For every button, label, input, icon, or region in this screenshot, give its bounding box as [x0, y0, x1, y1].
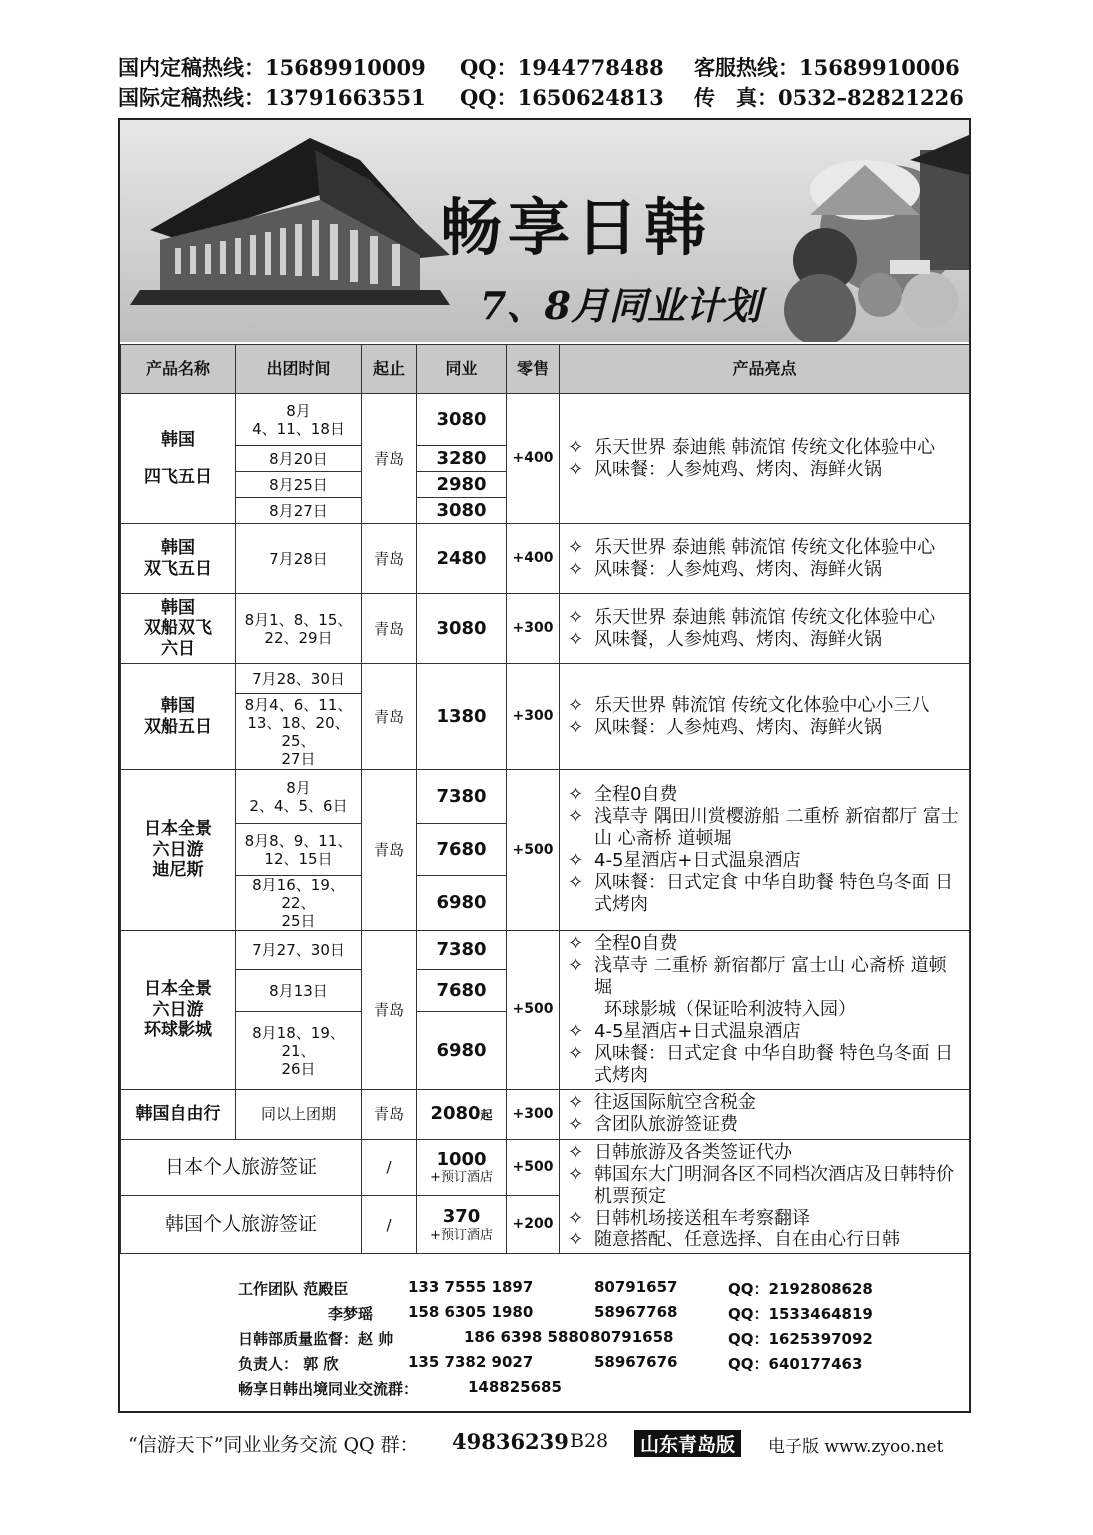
trade-price: 1380: [417, 664, 507, 770]
bullet-icon: ✧: [568, 1020, 584, 1042]
highlight-line: 浅草寺 二重桥 新宿都厅 富士山 心斋桥 道顿堀: [594, 954, 947, 998]
retail-price: +500: [507, 1139, 560, 1195]
highlight-line: 乐天世界 韩流馆 传统文化体验中心小三八: [594, 694, 930, 716]
website-link[interactable]: 电子版 www.zyoo.net: [768, 1437, 944, 1457]
date-line: 25日: [281, 912, 316, 930]
bullet-icon: ✧: [568, 850, 584, 871]
bullet-icon: ✧: [568, 606, 584, 628]
date-line: 8月1、8、15、: [244, 610, 353, 629]
trade-price: 6980: [417, 1012, 507, 1089]
trade-price: 7680: [417, 969, 507, 1012]
service-hotline: 客服热线：15689910006: [694, 55, 960, 80]
price-note: +预订酒店: [430, 1227, 493, 1243]
date-line: 8月16、19、22、: [252, 876, 345, 912]
table-row: [121, 931, 970, 970]
trade-price: 3280: [417, 446, 507, 472]
product-name-line: 韩国: [161, 597, 195, 618]
trade-price: 7380: [417, 770, 507, 824]
price-suffix: 起: [480, 1108, 493, 1123]
highlight-line: 韩国东大门明洞各区不同档次酒店及日韩特价机票预定: [594, 1163, 954, 1207]
origin: 青岛: [362, 931, 417, 1090]
highlights: [560, 1139, 970, 1254]
origin: /: [362, 1139, 417, 1195]
contact-label: 负责人： 郭 欣: [238, 1355, 339, 1373]
retail-price: +200: [507, 1196, 560, 1254]
banner: [120, 120, 969, 342]
highlight-line: 风味餐：人参炖鸡、烤肉、海鲜火锅: [594, 716, 882, 738]
date-line: 8月18、19、21、: [252, 1023, 345, 1060]
trade-price: 2980: [417, 472, 507, 498]
bullet-icon: ✧: [568, 558, 584, 580]
highlight-line: 随意搭配、任意选择、自在由心行日韩: [594, 1229, 900, 1251]
departure-date: [236, 1012, 362, 1089]
bullet-icon: ✧: [568, 716, 584, 738]
banner-title: 畅享日韩: [440, 191, 713, 264]
product-name-line: 韩国: [161, 430, 195, 451]
highlight-line: 日韩机场接送租车考察翻译: [594, 1207, 810, 1229]
date-line: 27日: [281, 749, 316, 768]
departure-date: [236, 770, 362, 824]
contact-mobile: 135 7382 9027: [408, 1353, 534, 1371]
contact-qq: QQ：2192808628: [728, 1280, 873, 1298]
origin: 青岛: [362, 1089, 417, 1139]
contact-group-row: [118, 1378, 838, 1403]
bullet-icon: ✧: [568, 1163, 584, 1185]
international-hotline: 国际定稿热线：13791663551: [118, 85, 426, 110]
fax-number: 传 真：0532–82821226: [694, 85, 964, 110]
price-value: 1000: [436, 1148, 487, 1170]
contact-mobile: 133 7555 1897: [408, 1278, 534, 1296]
product-name-line: 环球影城: [144, 1020, 212, 1041]
date-line: 8月8、9、11、: [244, 831, 353, 850]
highlight-line: 全程0自费: [594, 784, 678, 806]
domestic-qq: QQ：1944778488: [460, 55, 664, 80]
date-line: 4、11、18日: [252, 419, 345, 438]
product-name-line: 六日游: [152, 999, 204, 1020]
bullet-icon: ✧: [568, 1114, 584, 1136]
product-name-line: 双船双飞: [144, 618, 212, 639]
bullet-icon: ✧: [568, 871, 584, 893]
highlights: [560, 524, 970, 594]
contact-row: [118, 1353, 863, 1378]
product-name-line: 韩国: [161, 696, 195, 717]
trade-price: 3080: [417, 498, 507, 524]
date-line: 12、15日: [264, 849, 333, 868]
product-name: [121, 524, 236, 594]
highlight-line: 全程0自费: [594, 933, 678, 954]
product-name: [121, 770, 236, 931]
product-name-line: 日本全景: [144, 819, 212, 840]
highlight-line: 风味餐：日式定食 中华自助餐 特色乌冬面 日式烤肉: [594, 871, 954, 915]
product-name: [121, 931, 236, 1090]
domestic-hotline: 国内定稿热线：15689910009: [118, 55, 426, 80]
retail-price: +300: [507, 1089, 560, 1139]
departure-date: 同以上团期: [236, 1089, 362, 1139]
trade-price: 3080: [417, 394, 507, 446]
bullet-icon: ✧: [568, 1042, 584, 1064]
departure-date: [236, 694, 362, 770]
bullet-icon: ✧: [568, 1092, 584, 1114]
edition-badge: 山东青岛版: [634, 1430, 741, 1457]
product-name-line: 双飞五日: [144, 558, 212, 579]
departure-date: 7月28、30日: [236, 664, 362, 694]
highlight-line: 风味餐，人参炖鸡、烤肉、海鲜火锅: [594, 628, 882, 650]
departure-date: 8月27日: [236, 498, 362, 524]
table-row: [121, 524, 970, 594]
product-name: [121, 664, 236, 770]
trade-price: 3080: [417, 594, 507, 664]
departure-date: 8月20日: [236, 446, 362, 472]
highlight-line: 4-5星酒店+日式温泉酒店: [594, 850, 801, 871]
highlight-line: 风味餐：人参炖鸡、烤肉、海鲜火锅: [594, 458, 882, 480]
bullet-icon: ✧: [568, 1229, 584, 1251]
retail-price: +400: [507, 394, 560, 524]
trade-price: 6980: [417, 876, 507, 931]
header-departure-date: 出团时间: [236, 345, 362, 394]
highlight-line: 含团队旅游签证费: [594, 1114, 738, 1136]
price-note: +预订酒店: [430, 1170, 493, 1186]
price-value: 2080: [430, 1103, 481, 1125]
group-label: 畅享日韩出境同业交流群：: [238, 1380, 419, 1398]
table-row: [121, 664, 970, 694]
bullet-icon: ✧: [568, 628, 584, 650]
header-product-name: 产品名称: [121, 345, 236, 394]
table-header-row: [121, 345, 970, 394]
header-retail-price: 零售: [507, 345, 560, 394]
bullet-icon: ✧: [568, 536, 584, 558]
international-qq: QQ：1650624813: [460, 85, 664, 110]
product-name-line: 六日游: [152, 839, 204, 860]
highlights: [560, 1089, 970, 1139]
date-line: 13、18、20、25、: [247, 713, 350, 750]
contact-label: 日韩部质量监督：赵 帅: [238, 1330, 394, 1348]
highlight-line: 乐天世界 泰迪熊 韩流馆 传统文化体验中心: [594, 606, 936, 628]
highlight-line: 4-5星酒店+日式温泉酒店: [594, 1020, 801, 1042]
highlight-line: 风味餐：日式定食 中华自助餐 特色乌冬面 日式烤肉: [594, 1042, 954, 1086]
date-line: 2、4、5、6日: [249, 796, 348, 815]
product-name: [121, 394, 236, 524]
header-origin: 起止: [362, 345, 417, 394]
origin: 青岛: [362, 770, 417, 931]
origin: 青岛: [362, 524, 417, 594]
product-name-line: 日本全景: [144, 979, 212, 1000]
table-row: [121, 1089, 970, 1139]
page-number: B28: [570, 1430, 609, 1452]
product-name-line: 六日: [161, 638, 195, 659]
contact-row: [118, 1328, 873, 1353]
product-name: 韩国自由行: [121, 1089, 236, 1139]
highlight-line: 环球影城（保证哈利波特入园）: [604, 998, 856, 1020]
banner-subtitle: 7、8月同业计划: [480, 283, 761, 328]
trade-price: [417, 1139, 507, 1195]
contact-mobile: 158 6305 1980: [408, 1303, 534, 1321]
table-row: [121, 394, 970, 446]
departure-date: 8月13日: [236, 969, 362, 1012]
origin: 青岛: [362, 664, 417, 770]
highlight-line: 乐天世界 泰迪熊 韩流馆 传统文化体验中心: [594, 536, 936, 558]
date-line: 22、29日: [264, 628, 333, 647]
contact-phone: 80791657: [594, 1278, 678, 1296]
product-name: 韩国个人旅游签证: [121, 1196, 362, 1254]
retail-price: +400: [507, 524, 560, 594]
bullet-icon: ✧: [568, 694, 584, 716]
departure-date: [236, 594, 362, 664]
highlights: [560, 770, 970, 931]
departure-date: [236, 824, 362, 876]
header-highlights: 产品亮点: [560, 345, 970, 394]
contact-label: 李梦瑶: [328, 1305, 374, 1323]
bullet-icon: ✧: [568, 806, 584, 828]
origin: 青岛: [362, 394, 417, 524]
retail-price: +300: [507, 594, 560, 664]
origin: /: [362, 1196, 417, 1254]
date-line: 8月: [286, 401, 311, 420]
date-line: 8月: [286, 778, 311, 797]
departure-date: [236, 394, 362, 446]
contact-qq: QQ：1625397092: [728, 1330, 873, 1348]
contact-phone: 58967676: [594, 1353, 678, 1371]
highlight-line: 往返国际航空含税金: [594, 1092, 756, 1114]
plan-table: [120, 344, 970, 1254]
bullet-icon: ✧: [568, 458, 584, 480]
trade-price: [417, 1089, 507, 1139]
table-row: [121, 594, 970, 664]
contact-mobile: 186 6398 5880: [464, 1328, 590, 1346]
price-value: 370: [442, 1206, 481, 1228]
highlights: [560, 394, 970, 524]
highlight-line: 日韩旅游及各类签证代办: [594, 1141, 792, 1163]
footer-qq-group: 49836239: [452, 1429, 569, 1454]
trade-price: 2480: [417, 524, 507, 594]
retail-price: +500: [507, 931, 560, 1090]
departure-date: 7月28日: [236, 524, 362, 594]
contact-row: [118, 1278, 873, 1303]
contact-phone: 58967768: [594, 1303, 678, 1321]
product-name: 日本个人旅游签证: [121, 1139, 362, 1195]
product-name-line: 双船五日: [144, 716, 212, 737]
date-line: 8月4、6、11、: [244, 695, 353, 714]
contact-label: 工作团队 范殿臣: [238, 1280, 349, 1298]
retail-price: +500: [507, 770, 560, 931]
date-line: 26日: [281, 1059, 316, 1078]
product-name-line: 迪尼斯: [152, 860, 204, 881]
departure-date: 8月25日: [236, 472, 362, 498]
contact-qq: QQ：1533464819: [728, 1305, 873, 1323]
table-row: [121, 770, 970, 824]
product-name-line: 韩国: [161, 538, 195, 559]
header-trade-price: 同业: [417, 345, 507, 394]
sakura-flower: [902, 272, 958, 328]
bullet-icon: ✧: [568, 1141, 584, 1163]
highlights: [560, 664, 970, 770]
product-name: [121, 594, 236, 664]
highlight-line: 风味餐：人参炖鸡、烤肉、海鲜火锅: [594, 558, 882, 580]
contact-qq: QQ：640177463: [728, 1355, 863, 1373]
footer-slogan: “信游天下”同业业务交流 QQ 群：: [128, 1434, 419, 1456]
trade-price: 7680: [417, 824, 507, 876]
departure-date: 7月27、30日: [236, 931, 362, 970]
bullet-icon: ✧: [568, 1207, 584, 1229]
highlight-line: 浅草寺 隅田川赏樱游船 二重桥 新宿都厅 富士山 心斋桥 道顿堀: [594, 806, 959, 850]
contact-row: [118, 1303, 873, 1328]
bullet-icon: ✧: [568, 954, 584, 976]
origin: 青岛: [362, 594, 417, 664]
trade-price: 7380: [417, 931, 507, 970]
contact-list: [118, 1278, 873, 1403]
main-frame: [118, 118, 971, 1413]
departure-date: [236, 876, 362, 931]
highlights: [560, 931, 970, 1090]
group-number: 148825685: [468, 1378, 562, 1396]
product-name-line: 四飞五日: [144, 466, 212, 487]
highlights: [560, 594, 970, 664]
retail-price: +300: [507, 664, 560, 770]
bullet-icon: ✧: [568, 933, 584, 954]
bullet-icon: ✧: [568, 784, 584, 806]
trade-price: [417, 1196, 507, 1254]
table-row: [121, 1139, 970, 1195]
bullet-icon: ✧: [568, 436, 584, 458]
contact-phone: 80791658: [590, 1328, 674, 1346]
highlight-line: 乐天世界 泰迪熊 韩流馆 传统文化体验中心: [594, 436, 936, 458]
